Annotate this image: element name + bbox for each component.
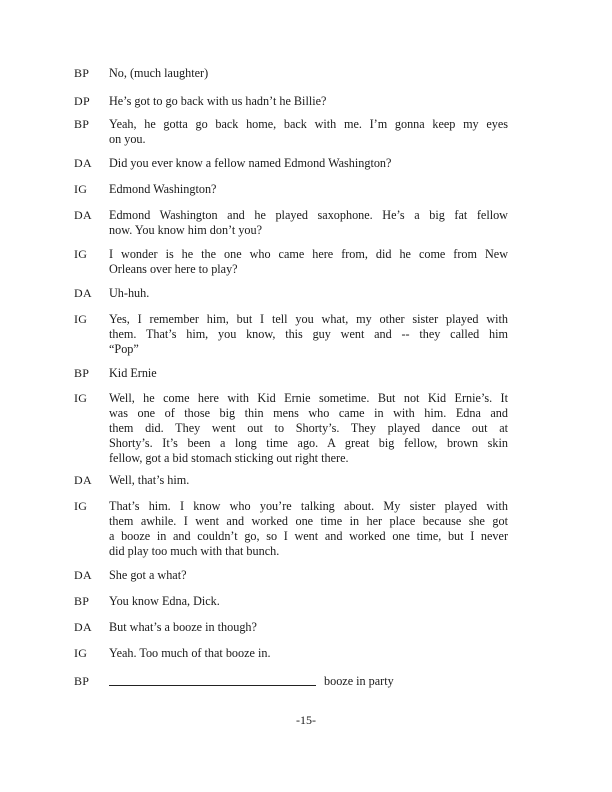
page-number: -15- xyxy=(296,713,316,727)
dialogue-line: Edmond Washington? xyxy=(109,182,217,196)
dialogue-line: Well, he come here with Kid Ernie sometime. But not Kid Ernie’s. It xyxy=(109,391,508,405)
dialogue-line: Shorty’s. It’s been a long time ago. A great big fellow, brown skin xyxy=(109,436,508,450)
dialogue-line: You know Edna, Dick. xyxy=(109,594,220,608)
dialogue-line: Yes, I remember him, but I tell you what, my other sister played with xyxy=(109,312,508,326)
dialogue-line: Yeah, he gotta go back home, back with me. I’m gonna keep my eyes xyxy=(109,117,508,131)
dialogue-line: Yeah. Too much of that booze in. xyxy=(109,646,271,660)
speaker-label: DA xyxy=(74,473,92,487)
speaker-label: BP xyxy=(74,674,90,688)
speaker-label: IG xyxy=(74,646,88,660)
dialogue-line: them awhile. I went and worked one time in her place because she got xyxy=(109,514,508,528)
dialogue-line: Well, that’s him. xyxy=(109,473,190,487)
dialogue-line: That’s him. I know who you’re talking about. My sister played with xyxy=(109,499,508,513)
inaudible-blank-line xyxy=(109,685,316,686)
dialogue-line: Did you ever know a fellow named Edmond Washington? xyxy=(109,156,392,170)
dialogue-line: did play too much with that bunch. xyxy=(109,544,280,558)
dialogue-line: now. You know him don’t you? xyxy=(109,223,263,237)
speaker-label: DA xyxy=(74,568,92,582)
dialogue-line: Uh-huh. xyxy=(109,286,150,300)
speaker-label: IG xyxy=(74,312,88,326)
dialogue-line: Kid Ernie xyxy=(109,366,157,380)
speaker-label: DA xyxy=(74,620,92,634)
speaker-label: BP xyxy=(74,66,90,80)
speaker-label: DP xyxy=(74,94,90,108)
dialogue-line: on you. xyxy=(109,132,146,146)
dialogue-line: fellow, got a bid stomach sticking out right there. xyxy=(109,451,349,465)
dialogue-line: them. That’s him, you know, this guy went and -- they called him xyxy=(109,327,508,341)
speaker-label: DA xyxy=(74,286,92,300)
dialogue-line: was one of those big thin mens who came in with him. Edna and xyxy=(109,406,508,420)
dialogue-line: “Pop” xyxy=(109,342,139,356)
speaker-label: BP xyxy=(74,594,90,608)
dialogue-line: Orleans over here to play? xyxy=(109,262,238,276)
speaker-label: IG xyxy=(74,499,88,513)
speaker-label: BP xyxy=(74,117,90,131)
speaker-label: IG xyxy=(74,247,88,261)
dialogue-line: a booze in and couldn’t go, so I went and worked one time, but I never xyxy=(109,529,508,543)
speaker-label: DA xyxy=(74,156,92,170)
dialogue-line: But what’s a booze in though? xyxy=(109,620,257,634)
speaker-label: IG xyxy=(74,182,88,196)
dialogue-line: them did. They went out to Shorty’s. They played dance out at xyxy=(109,421,508,435)
dialogue-line: I wonder is he the one who came here from, did he come from New xyxy=(109,247,508,261)
dialogue-line: No, (much laughter) xyxy=(109,66,209,80)
speaker-label: BP xyxy=(74,366,90,380)
speaker-label: IG xyxy=(74,391,88,405)
dialogue-line: He’s got to go back with us hadn’t he Billie? xyxy=(109,94,327,108)
dialogue-line: booze in party xyxy=(324,674,394,688)
dialogue-line: Edmond Washington and he played saxophone. He’s a big fat fellow xyxy=(109,208,508,222)
dialogue-line: She got a what? xyxy=(109,568,187,582)
speaker-label: DA xyxy=(74,208,92,222)
